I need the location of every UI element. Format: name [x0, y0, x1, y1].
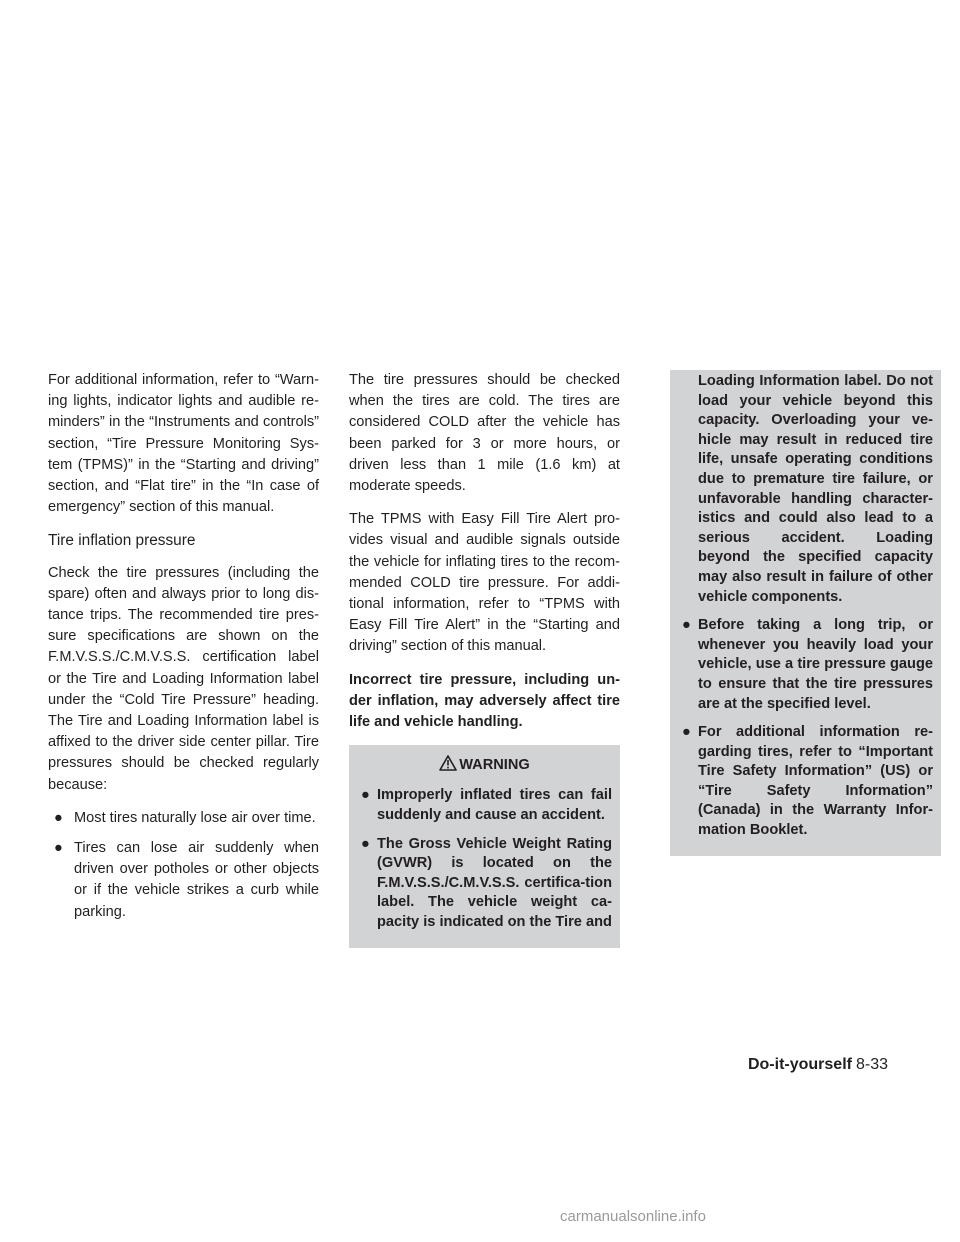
warning-triangle-icon — [439, 755, 457, 771]
warning-box-continued — [670, 370, 941, 856]
column-left — [48, 370, 319, 932]
list-item: ● Most tires naturally lose air over time. — [74, 808, 319, 829]
section-heading: Tire inflation pressure — [48, 532, 196, 550]
column-right — [670, 370, 941, 856]
warning-title: WARNING — [357, 755, 612, 776]
column-middle — [349, 370, 620, 948]
list-item: ● The Gross Vehicle Weight Rating (GVWR) is located on the F.M.V.S.S./C.M.V.S.S. certifica-tion label. The vehicle weight ca-pacity is indicated on the Tire and — [361, 835, 612, 931]
warning-list — [678, 616, 933, 841]
page-footer — [748, 1056, 888, 1074]
bullet-icon: ● — [361, 835, 370, 852]
page-number: 8-33 — [855, 1056, 888, 1073]
warning-continuation: Loading Information label. Do not load your vehicle beyond this capacity. Overloading your ve-hicle may result in reduced tire life, unsafe operating conditions due to premature tire failure, or unfavorable handling character-istics and could also lead to a serious accident. Loading beyond the specified capacity may also result in failure of other vehicle components. — [698, 373, 933, 605]
watermark: carmanualsonline.info — [560, 1208, 706, 1225]
bold-note: Incorrect tire pressure, including un-der inflation, may adversely affect tire life and vehicle handling. — [349, 671, 620, 731]
pressure-reasons-list — [48, 808, 319, 923]
warning-box — [349, 745, 620, 947]
list-item: ● Before taking a long trip, or whenever you heavily load your vehicle, use a tire pressure gauge to ensure that the tire pressures are at the specified level. — [682, 617, 933, 712]
list-item: ● Improperly inflated tires can fail suddenly and cause an accident. — [361, 787, 612, 824]
tpms-paragraph: The TPMS with Easy Fill Tire Alert pro-vides visual and audible signals outside the vehicle for inflating tires to the recom-mended COLD tire pressure. For addi-tional information, refer to “TPMS with Easy Fill Tire Alert” in the “Starting and driving” section of this manual. — [349, 511, 620, 655]
intro-paragraph: For additional information, refer to “Warn-ing lights, indicator lights and audible re-minders” in the “Instruments and controls” section, “Tire Pressure Monitoring Sys-tem (TPMS)” in the “Starting and driving” section, and “Flat tire” in the “In case of emergency” section of this manual. — [48, 372, 319, 516]
bullet-icon: ● — [682, 617, 691, 634]
bullet-icon: ● — [361, 787, 370, 804]
list-item: ● Tires can lose air suddenly when driven over potholes or other objects or if the vehicle strikes a curb while parking. — [54, 840, 319, 920]
bullet-icon: ● — [54, 840, 63, 857]
bullet-icon: ● — [54, 809, 63, 826]
cold-tire-paragraph: The tire pressures should be checked when the tires are cold. The tires are considered COLD after the vehicle has been parked for 3 or more hours, or driven less than 1 mile (1.6 km) at moderate speeds. — [349, 372, 620, 495]
bullet-icon: ● — [682, 724, 691, 741]
list-item: ● For additional information re-garding tires, refer to “Important Tire Safety Information” (US) or “Tire Safety Information” (Canada) in the Warranty Infor-mation Booklet. — [682, 724, 933, 839]
inflation-paragraph: Check the tire pressures (including the spare) often and always prior to long dis-tance trips. The recommended tire pres-sure specifications are shown on the F.M.V.S.S./C.M.V.S.S. certification label or the Tire and Loading Information label under the “Cold Tire Pressure” heading. The Tire and Loading Information label is affixed to the driver side center pillar. Tire pressures should be checked regularly because: — [48, 564, 319, 793]
footer-section: Do-it-yourself — [747, 1056, 852, 1073]
warning-list — [357, 786, 612, 932]
